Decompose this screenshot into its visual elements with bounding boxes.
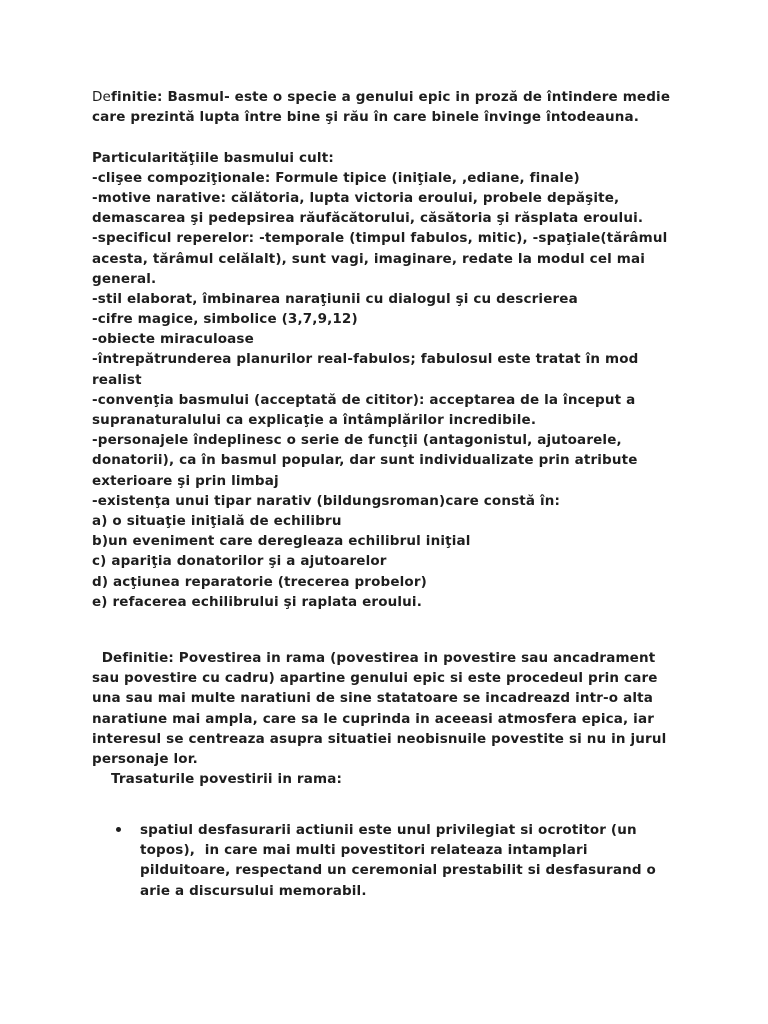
list-item: -stil elaborat, îmbinarea naraţiunii cu dialogul şi cu descrierea [92,290,578,307]
blank-line [92,127,712,147]
definition-line: Definitie: Basmul- este o specie a genului epic in proză de întindere medie [92,89,671,105]
list-item: c) apariţia donatorilor şi a ajutoarelor [92,553,387,570]
list-item: demascarea şi pedepsirea răufăcătorului, căsătoria şi răsplata eroului. [92,210,644,227]
list-item: d) acţiunea reparatorie (trecerea probelor) [92,573,427,590]
list-item: supranaturalului ca explicaţie a întâmplărilor incredibile. [92,412,537,428]
list-item: acesta, tărâmul celălalt), sunt vagi, imaginare, redate la modul cel mai [92,250,646,267]
list-item: e) refacerea echilibrului şi raplata eroului. [92,593,422,610]
definition-line: interesul se centreaza asupra situatiei neobisnuile povestite si nu in jurul [92,730,667,747]
list-item: -specificul reperelor: -temporale (timpul fabulos, mitic), -spaţiale(tărâmul [92,230,668,247]
list-item: general. [92,270,157,287]
definition-line: personaje lor. [92,750,198,767]
list-item: a) o situaţie iniţială de echilibru [92,512,342,529]
section-heading: Particularităţiile basmului cult: [92,149,334,166]
section-heading: Trasaturile povestirii in rama: [111,771,343,788]
list-item: -obiecte miraculoase [92,331,254,348]
definition-line: care prezintă lupta între bine şi rău în care binele învinge întodeauna. [92,109,640,126]
list-item: -convenţia basmului (acceptată de cititor): acceptarea de la început a [92,391,636,408]
list-item: donatorii), ca în basmul popular, dar sunt individualizate prin atribute [92,452,638,469]
list-item: -cifre magice, simbolice (3,7,9,12) [92,311,358,328]
list-item: b)un eveniment care deregleaza echilibrul iniţial [92,533,471,550]
definition-line: sau povestire cu cadru) apartine genului epic si este procedeul prin care [92,670,658,687]
definition-prefix: De [92,89,112,105]
list-item: -existenţa unui tipar narativ (bildungsroman)care constă în: [92,492,561,509]
list-item: -întrepătrunderea planurilor real-fabulos; fabulosul este tratat în mod [92,351,639,368]
section-povestirea-in-rama [92,648,712,789]
list-item: -personajele îndeplinesc o serie de funcţii (antagonistul, ajutoarele, [92,432,622,449]
definition-line: naratiune mai ampla, care sa le cuprinda in aceeasi atmosfera epica, iar [92,710,655,727]
bullet-icon [116,827,121,832]
list-item: -motive narative: călătoria, lupta victoria eroului, probele depăşite, [92,189,620,206]
definition-line: Definitie: Povestirea in rama (povestirea in povestire sau ancadrament [92,650,656,666]
section-basmul [92,87,712,612]
definition-line: una sau mai multe naratiuni de sine statatoare se incadreazd intr-o alta [92,690,653,707]
list-item: realist [92,371,142,388]
bullet-text: spatiul desfasurarii actiunii este unul privilegiat si ocrotitor (un topos), in care mai multi povestitori relateaza intamplari pilduitoare, respectand un ceremonial prestabilit si desfasurand o arie a discursului memorabil. [140,822,656,899]
list-item: exterioare şi prin limbaj [92,472,279,489]
list-item: -clişee compoziţionale: Formule tipice (iniţiale, ,ediane, finale) [92,169,580,186]
